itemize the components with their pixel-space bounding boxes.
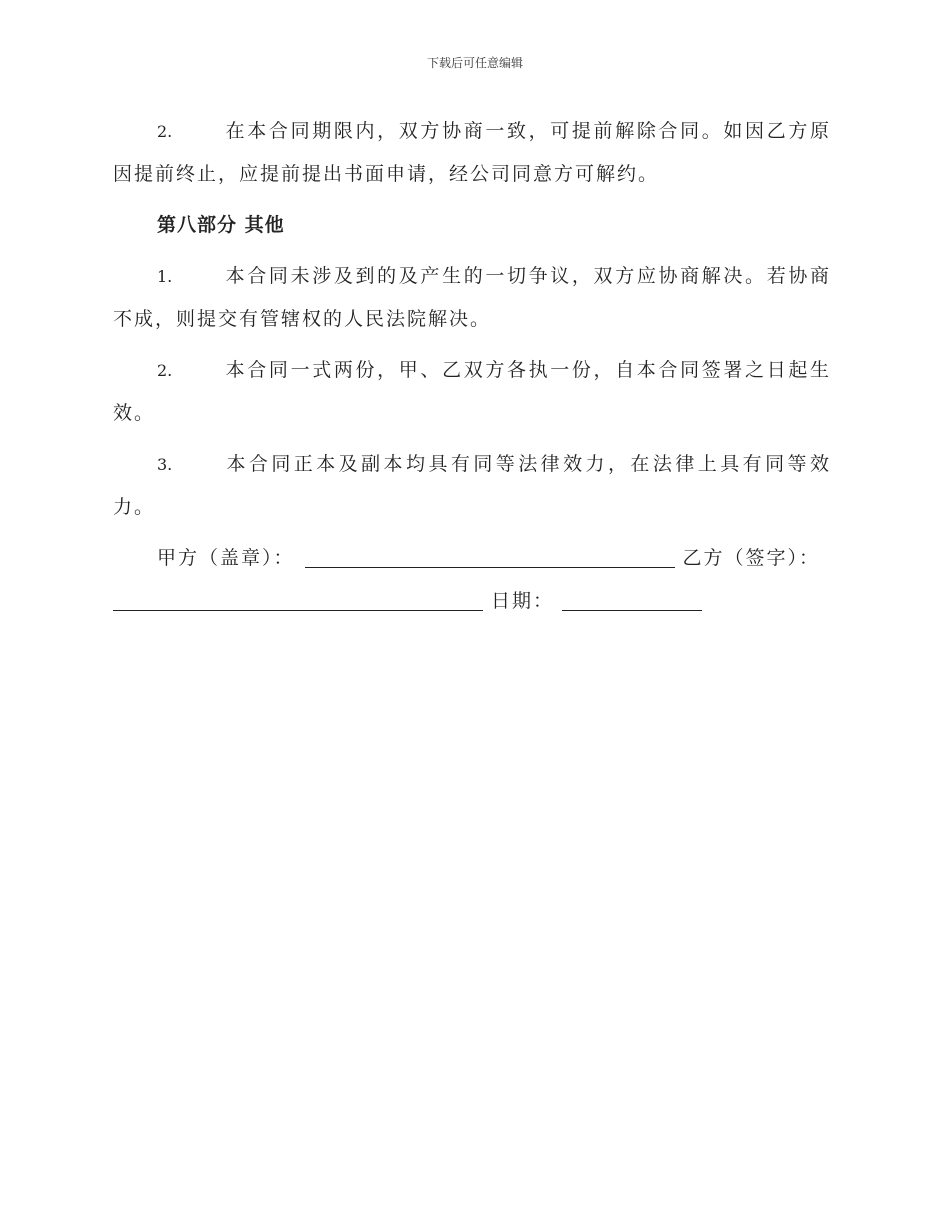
party-a-signature-blank [305,539,675,568]
clause-8-3 [113,443,831,529]
clause-number: 3. [157,455,173,474]
signature-line-2 [113,580,702,623]
document-body [113,110,831,627]
clause-number: 1. [157,267,173,286]
party-b-label: 乙方（签字）： [682,547,821,569]
clause-7-2 [113,110,831,196]
clause-text: 本合同正本及副本均具有同等法律效力，在法律上具有同等效力。 [113,453,831,518]
date-label: 日期： [491,590,555,612]
signature-line-1 [157,537,820,580]
clause-number: 2. [157,122,173,141]
clause-text: 在本合同期限内，双方协商一致，可提前解除合同。如因乙方原因提前终止，应提前提出书面申请，经公司同意方可解约。 [113,120,831,185]
clause-8-2 [113,349,831,435]
section-title: 第八部分 其他 [157,214,285,236]
page-header: 下载后可任意编辑 [426,56,523,70]
clause-8-1 [113,255,831,341]
date-blank [562,582,702,611]
party-b-signature-blank [113,582,483,611]
signature-block [113,537,831,627]
party-a-label: 甲方（盖章）： [157,547,295,569]
clause-text: 本合同未涉及到的及产生的一切争议，双方应协商解决。若协商不成，则提交有管辖权的人民法院解决。 [113,265,831,330]
clause-number: 2. [157,361,173,380]
clause-text: 本合同一式两份，甲、乙双方各执一份，自本合同签署之日起生效。 [113,359,831,424]
